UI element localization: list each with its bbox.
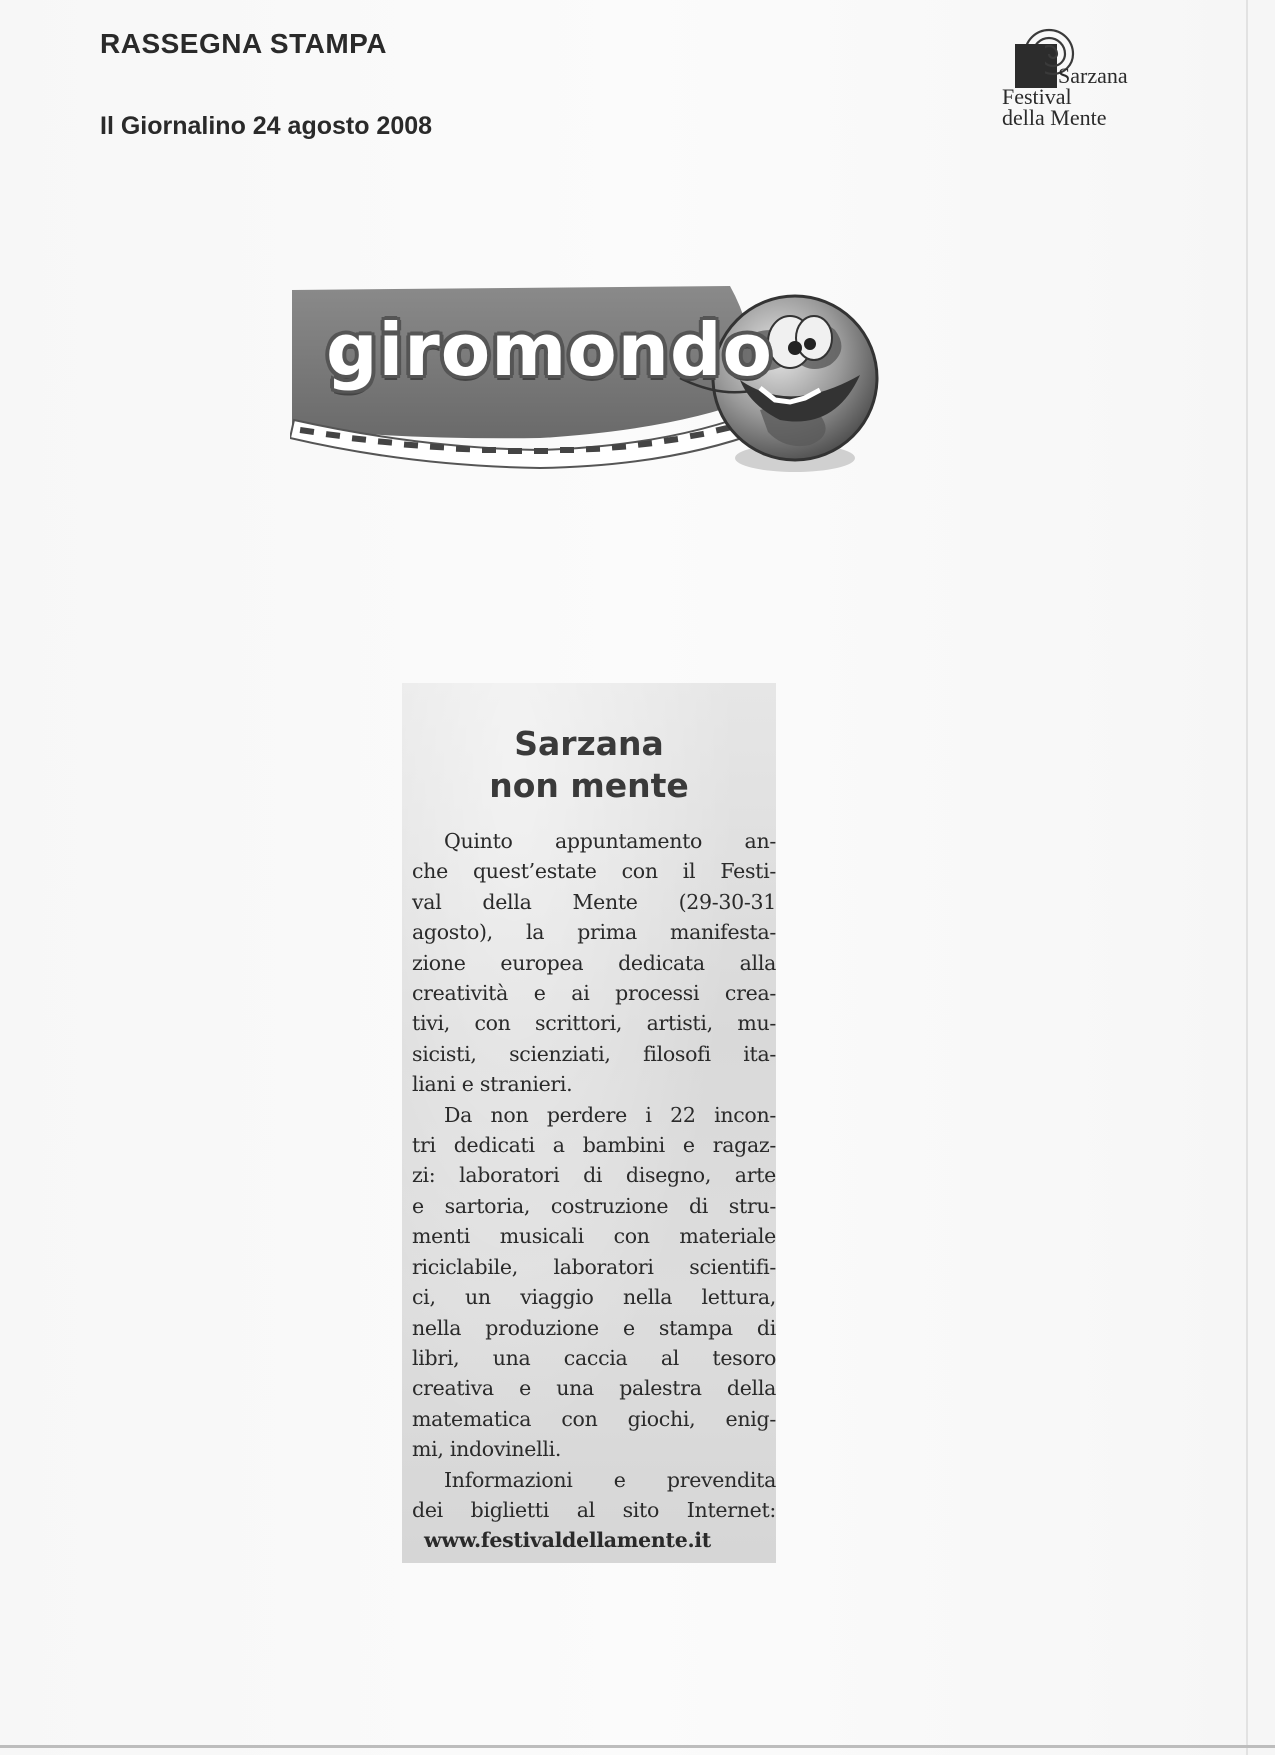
banner-title: giromondo [326, 308, 773, 392]
article-line: Quinto appuntamento an- [444, 829, 776, 853]
giromondo-banner [290, 280, 880, 500]
scan-edge-bottom [0, 1745, 1275, 1748]
article-line: liani e stranieri. [412, 1072, 573, 1097]
article-line: Informazioni e prevendita [444, 1467, 776, 1492]
newspaper-clipping [402, 683, 776, 1563]
article-headline [402, 723, 776, 807]
article-line: creativa e una palestra della [412, 1376, 776, 1401]
logo-wordmark [1002, 65, 1162, 128]
article-line: agosto), la prima manifesta- [412, 920, 776, 945]
document-title: RASSEGNA STAMPA [100, 28, 387, 59]
scan-edge-right [1246, 0, 1248, 1755]
article-line: menti musicali con materiale [412, 1224, 776, 1249]
article-line: creatività e ai processi crea- [412, 981, 776, 1006]
article-line: tri dedicati a bambini e ragaz- [412, 1133, 776, 1158]
article-line: e sartoria, costruzione di stru- [412, 1193, 776, 1218]
article-line: sicisti, scienziati, filosofi ita- [412, 1041, 776, 1066]
headline-line-2: non mente [489, 766, 689, 805]
article-body [412, 826, 776, 1556]
logo-festival: Festival [1002, 84, 1072, 109]
article-line: mi, indovinelli. [412, 1437, 562, 1462]
article-line: dei biglietti al sito Internet: [412, 1497, 776, 1522]
source-line: Il Giornalino 24 agosto 2008 [100, 112, 433, 140]
article-line: Da non perdere i 22 incon- [444, 1102, 776, 1127]
festival-logo [1002, 10, 1162, 140]
article-line: tivi, con scrittori, artisti, mu- [412, 1011, 776, 1036]
headline-line-1: Sarzana [514, 724, 664, 763]
article-line: val della Mente (29-30-31 [412, 889, 776, 914]
article-line: riciclabile, laboratori scientifi- [412, 1254, 776, 1279]
article-line: matematica con giochi, enig- [412, 1406, 776, 1431]
logo-city: Sarzana [1058, 63, 1128, 88]
article-line: nella produzione e stampa di [412, 1315, 776, 1340]
article-line: libri, una caccia al tesoro [412, 1345, 776, 1370]
article-line: zi: laboratori di disegno, arte [412, 1163, 776, 1188]
logo-della-mente: della Mente [1002, 105, 1107, 130]
article-website-link: www.festivaldellamente.it [424, 1528, 711, 1553]
article-line: ci, un viaggio nella lettura, [412, 1285, 776, 1310]
article-line: zione europea dedicata alla [412, 950, 776, 975]
article-line: che quest’estate con il Festi- [412, 859, 776, 884]
